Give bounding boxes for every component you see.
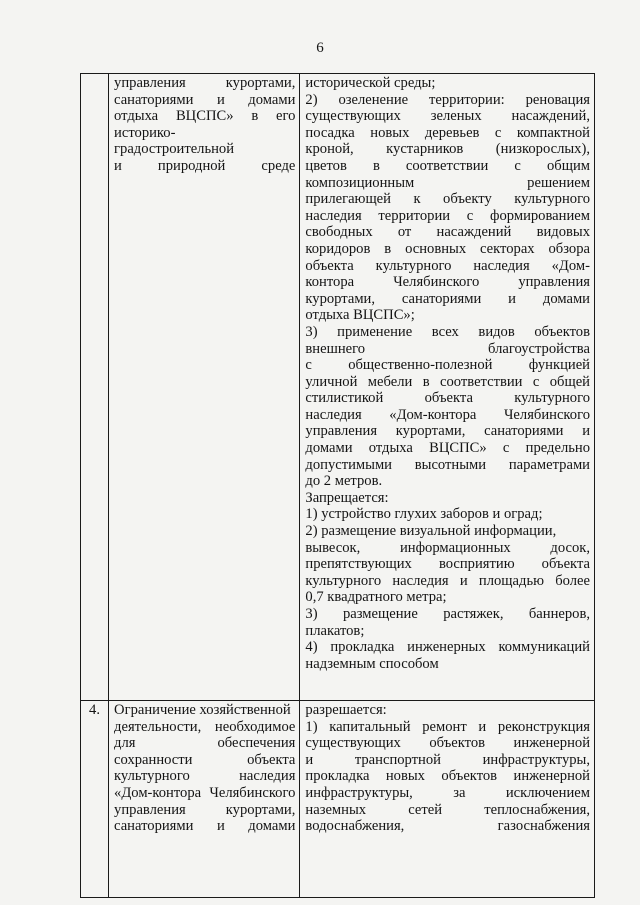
text-line: надземным способом	[305, 655, 439, 672]
zone-name-cell	[109, 74, 300, 701]
text-line: 2) размещение визуальной информации,	[305, 523, 557, 540]
zone-name-text	[109, 701, 299, 835]
text-line: для обеспечения	[114, 735, 296, 752]
text-line: наследия территории с формированием	[305, 207, 590, 224]
row-number	[81, 74, 108, 75]
page-number: 6	[316, 40, 324, 56]
row-number-cell	[81, 74, 109, 701]
text-line: градостроительной	[114, 141, 235, 158]
requirements-cell	[300, 74, 595, 701]
text-line: исторической среды;	[305, 75, 436, 91]
text-line: санаториями и домами	[114, 91, 296, 108]
text-line: инфраструктуры, за исключением	[305, 784, 590, 801]
text-line: «Дом-контора Челябинского	[114, 784, 296, 801]
text-line: сохранности объекта	[114, 751, 296, 768]
text-line: разрешается:	[305, 702, 387, 718]
row-number-cell	[81, 701, 109, 898]
text-line: отдыха ВЦСПС»;	[305, 307, 415, 324]
text-line: домами отдыха ВЦСПС» с предельно	[305, 440, 590, 457]
text-line: объекта культурного наследия «Дом-	[305, 257, 590, 274]
table-row	[81, 701, 595, 898]
text-line: наземных сетей теплоснабжения,	[305, 801, 590, 818]
text-line: деятельности, необходимое	[114, 718, 296, 735]
text-line: управления курортами,	[114, 801, 296, 818]
text-line: прокладка новых объектов инженерной	[305, 768, 590, 785]
table-row	[81, 74, 595, 701]
text-line: 3) размещение растяжек, баннеров,	[305, 606, 590, 622]
text-line: культурного наследия и площадью более	[305, 572, 590, 589]
text-line: существующих зеленых насаждений,	[305, 108, 590, 125]
text-line: уличной мебели в соответствии с общей	[305, 373, 590, 390]
regulations-table	[80, 73, 595, 898]
text-line: 1) устройство глухих заборов и оград;	[305, 506, 543, 523]
zone-name-cell	[109, 701, 300, 898]
text-line: управления курортами, санаториями и	[305, 423, 590, 440]
text-line: плакатов;	[305, 622, 365, 639]
text-line: и транспортной инфраструктуры,	[305, 751, 590, 768]
text-line: прилегающей к объекту культурного	[305, 191, 590, 208]
text-line: существующих объектов инженерной	[305, 735, 590, 752]
text-line: стилистикой объекта культурного	[305, 390, 590, 407]
text-line: 3) применение всех видов объектов	[305, 323, 590, 340]
requirements-text	[300, 701, 594, 835]
requirements-text	[300, 74, 594, 672]
text-line: водоснабжения, газоснабжения	[305, 818, 590, 835]
text-line: вывесок, информационных досок,	[305, 539, 590, 556]
text-line: 0,7 квадратного метра;	[305, 589, 447, 606]
text-line: культурного наследия	[114, 768, 296, 785]
text-line: 2) озеленение территории: реновация	[305, 91, 590, 108]
text-line: кроной, кустарников (низкорослых),	[305, 141, 590, 158]
zone-name-text	[109, 74, 299, 175]
text-line: свободных от насаждений видовых	[305, 224, 590, 241]
text-line: историко-	[114, 124, 176, 141]
text-line: 1) капитальный ремонт и реконструкция	[305, 718, 590, 735]
text-line: курортами, санаториями и домами	[305, 290, 590, 307]
text-line: внешнего благоустройства	[305, 340, 590, 357]
text-line: цветов в соответствии с общим	[305, 157, 590, 174]
requirements-cell	[300, 701, 595, 898]
text-line: контора Челябинского управления	[305, 274, 590, 291]
row-number: 4.	[89, 702, 100, 718]
text-line: препятствующих восприятию объекта	[305, 556, 590, 573]
text-line: до 2 метров.	[305, 473, 383, 490]
text-line: посадка новых деревьев с компактной	[305, 124, 590, 141]
text-line: санаториями и домами	[114, 818, 296, 835]
text-line: с общественно-полезной функцией	[305, 357, 590, 374]
text-line: допустимыми высотными параметрами	[305, 456, 590, 473]
text-line: коридоров в основных секторах обзора	[305, 240, 590, 257]
text-line: отдыха ВЦСПС» в его	[114, 108, 296, 125]
text-line: Запрещается:	[305, 489, 389, 506]
text-line: Ограничение хозяйственной	[114, 702, 291, 718]
text-line: и природной среде	[114, 157, 296, 174]
text-line: композиционным решением	[305, 174, 590, 191]
text-line: наследия «Дом-контора Челябинского	[305, 406, 590, 423]
text-line: управления курортами,	[114, 75, 296, 91]
text-line: 4) прокладка инженерных коммуникаций	[305, 639, 590, 656]
